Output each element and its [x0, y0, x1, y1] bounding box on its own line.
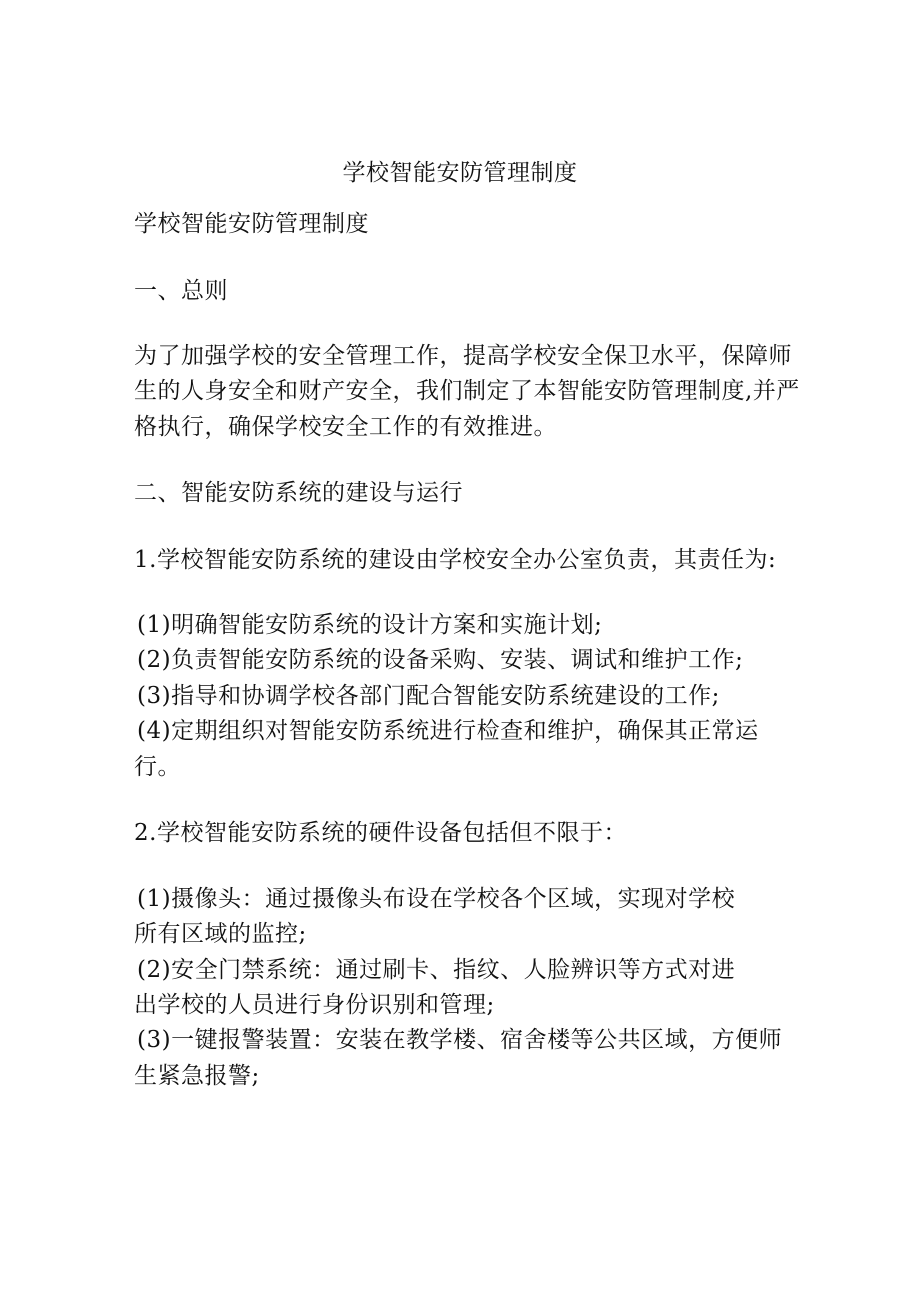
list-subitem: (4)定期组织对智能安防系统进行检查和维护，确保其正常运	[137, 718, 759, 744]
list-subitem-continuation: 出学校的人员进行身份识别和管理;	[134, 992, 495, 1018]
section-heading-general: 一、总则	[134, 278, 228, 304]
list-subitem-continuation: 生紧急报警;	[134, 1063, 260, 1089]
list-item-intro: 1.学校智能安防系统的建设由学校安全办公室负责，其责任为:	[134, 547, 777, 573]
paragraph-line: 格执行，确保学校安全工作的有效推进。	[134, 414, 557, 440]
list-subitem: (3)一键报警装置：安装在教学楼、宿舍楼等公共区域，方便师	[137, 1027, 783, 1053]
list-item-intro: 2.学校智能安防系统的硬件设备包括但不限于：	[134, 820, 627, 846]
section-heading-system: 二、智能安防系统的建设与运行	[134, 480, 463, 506]
paragraph-line: 为了加强学校的安全管理工作，提高学校安全保卫水平，保障师	[134, 343, 792, 369]
paragraph-line: 生的人身安全和财产安全，我们制定了本智能安防管理制度,并严	[134, 378, 800, 404]
list-subitem: (2)安全门禁系统：通过刷卡、指纹、人脸辨识等方式对进	[137, 957, 736, 983]
list-subitem: (3)指导和协调学校各部门配合智能安防系统建设的工作;	[137, 683, 720, 709]
list-subitem-continuation: 行。	[134, 754, 181, 780]
list-subitem-continuation: 所有区域的监控;	[134, 921, 307, 947]
document-subtitle: 学校智能安防管理制度	[134, 211, 369, 237]
list-subitem: (2)负责智能安防系统的设备采购、安装、调试和维护工作;	[137, 647, 744, 673]
list-subitem: (1)摄像头：通过摄像头布设在学校各个区域，实现对学校	[137, 886, 736, 912]
list-subitem: (1)明确智能安防系统的设计方案和实施计划;	[137, 612, 603, 638]
document-title: 学校智能安防管理制度	[342, 160, 578, 186]
